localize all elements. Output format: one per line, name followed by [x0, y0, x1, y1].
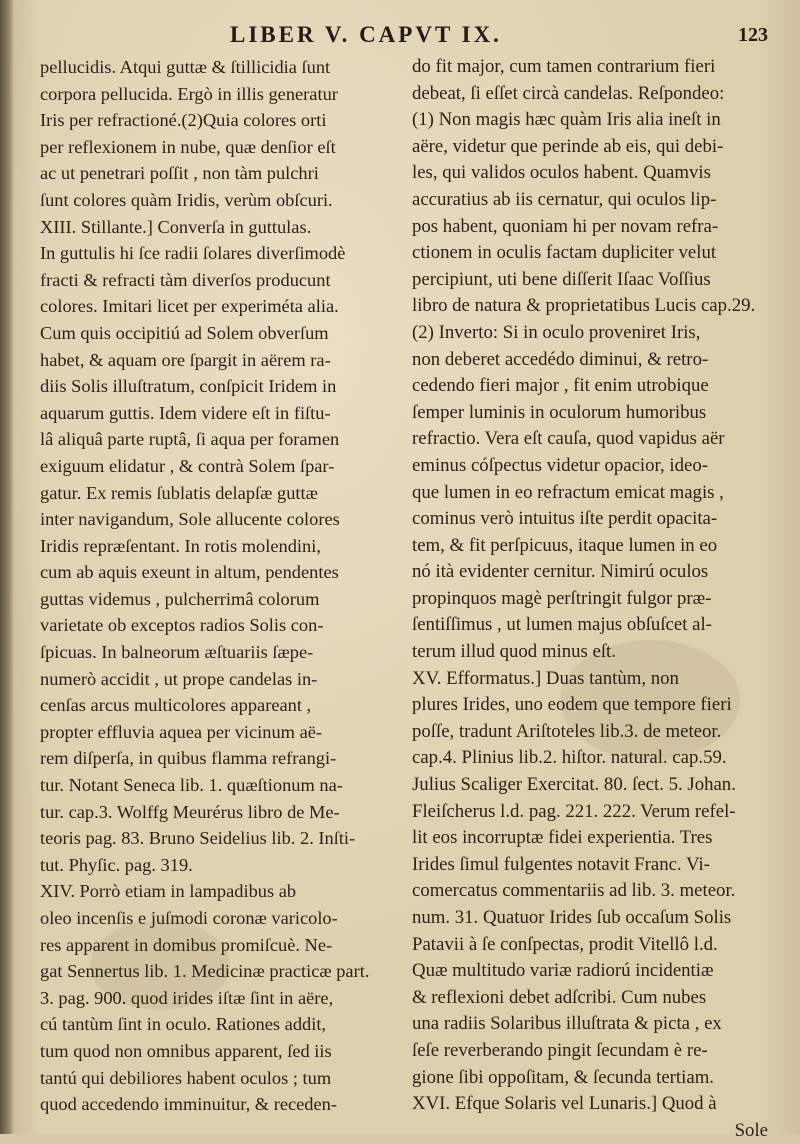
text-line: tantú qui debiliores habent oculos ; tum	[40, 1067, 332, 1088]
text-line: plures Irides, uno eodem que tempore fieri	[412, 694, 732, 716]
text-line: Quæ multitudo variæ radiorú incidentiæ	[412, 960, 714, 982]
text-line: XIII. Stillante.] Converſa in guttulas.	[40, 216, 312, 237]
text-line: propinquos magè perſtringit fulgor præ-	[412, 587, 712, 609]
text-line: gatur. Ex remis ſublatis delapſæ guttæ	[40, 482, 318, 503]
page-number: 123	[738, 24, 768, 46]
text-line: les, qui validos oculos habent. Quamvis	[412, 162, 711, 184]
text-line: tur. Notant Seneca lib. 1. quæſtionum na-	[40, 775, 343, 796]
text-line: lit eos incorruptæ fidei experientia. Tres	[412, 827, 713, 849]
text-line: exiguum elidatur , & contrà Solem ſpar-	[40, 455, 335, 476]
text-line: accuratius ab iis cernatur, qui oculos lip-	[412, 188, 717, 210]
left-text-column	[40, 54, 388, 1118]
text-line: cap.4. Plinius lib.2. hiſtor. natural. cap.59.	[412, 747, 727, 769]
page-binding-edge	[0, 0, 14, 1134]
text-line: propter effluvia aquea per vicinum aë-	[40, 721, 323, 742]
text-line: refractio. Vera eſt cauſa, quod vapidus aër	[412, 428, 725, 450]
text-line: oleo incenſis e juſmodi coronæ varicolo-	[40, 908, 338, 928]
text-line: gat Sennertus lib. 1. Medicinæ practicæ part.	[40, 961, 370, 982]
text-line: rem diſperſa, in quibus flamma refrangi-	[40, 748, 337, 769]
text-line: inter navigandum, Sole allucente colores	[40, 509, 340, 530]
text-line: XV. Efformatus.] Duas tantùm, non	[412, 667, 679, 689]
text-line: res apparent in domibus promiſcuè. Ne-	[40, 934, 333, 955]
text-line: cenſas arcus multicolores appareant ,	[40, 695, 312, 716]
text-line: Fleiſcherus l.d. pag. 221. 222. Verum refel-	[412, 800, 736, 822]
text-line: nó ità evidenter cernitur. Nimirú oculos	[412, 561, 709, 583]
text-line: tut. Phyſic. pag. 319.	[40, 854, 193, 875]
text-line: ſentiſſimus , ut lumen majus obſuſcet al-	[412, 614, 712, 636]
text-line: percipiunt, uti bene diſſerit Iſaac Voſſius	[412, 268, 711, 290]
text-line: cum ab aquis exeunt in altum, pendentes	[40, 562, 339, 583]
text-line: colores. Imitari licet per experiméta alia.	[40, 296, 339, 317]
text-line: cedendo fieri major , fit enim utrobique	[412, 375, 709, 397]
text-line: tur. cap.3. Wolffg Meurérus libro de Me-	[40, 801, 340, 822]
text-line: pellucidis. Atqui guttæ & ſtillicidia ſunt	[40, 57, 331, 77]
text-line: fracti & refracti tàm diverſos producunt	[40, 269, 331, 290]
text-line: do fit major, cum tamen contrarium fieri	[412, 56, 716, 77]
text-line: ſunt colores quàm Iridis, verùm obſcuri.	[40, 189, 333, 210]
text-line: cominus verò intuitus iſte perdit opacita-	[412, 508, 718, 530]
text-line: eminus cóſpectus videtur opacior, ideo-	[412, 454, 709, 476]
text-line: libro de natura & proprietatibus Lucis cap.29.	[412, 295, 756, 317]
text-line: corpora pellucida. Ergò in illis generatur	[40, 83, 338, 104]
text-line: Sole	[734, 1119, 768, 1141]
page-header	[0, 22, 800, 52]
text-line: comercatus commentariis ad lib. 3. meteor.	[412, 880, 736, 902]
text-line: pos habent, quoniam hi per novam refra-	[412, 215, 719, 237]
text-line: per reflexionem in nube, quæ denſior eſt	[40, 136, 336, 157]
text-line: XVI. Efque Solaris vel Lunaris.] Quod à	[412, 1093, 717, 1115]
text-line: cú tantùm ſint in oculo. Rationes addit,	[40, 1014, 327, 1035]
text-line: Patavii à ſe conſpectas, prodit Vitellô l.d.	[412, 933, 718, 955]
text-line: lâ aliquâ parte ruptâ, ſi aqua per foramen	[40, 429, 340, 450]
right-text-column	[412, 54, 782, 1144]
text-line: terum illud quod minus eſt.	[412, 641, 616, 663]
text-line: aquarum guttis. Idem videre eſt in fiſtu-	[40, 402, 331, 423]
text-line: num. 31. Quatuor Irides ſub occaſum Solis	[412, 907, 732, 928]
text-line: que lumen in eo refractum emicat magis ,	[412, 481, 724, 503]
text-line: ctionem in oculis factam dupliciter velut	[412, 242, 717, 264]
text-line: numerò accidit , ut prope candelas in-	[40, 668, 318, 689]
text-line: Cum quis occipitiú ad Solem obverſum	[40, 322, 329, 343]
running-title: LIBER V. CAPVT IX.	[230, 22, 502, 47]
text-line: tum quod non omnibus apparent, ſed iis	[40, 1040, 332, 1061]
text-line: una radiis Solaribus illuſtrata & picta , ex	[412, 1013, 722, 1035]
text-line: ac ut penetrari poſſit , non tàm pulchri	[40, 163, 319, 184]
text-line: ſeſe reverberando pingit ſecundam è re-	[412, 1039, 708, 1061]
text-line: debeat, ſi eſſet circà candelas. Reſpondeo:	[412, 82, 725, 104]
text-line: ſemper luminis in oculorum humoribus	[412, 401, 707, 423]
text-line: aëre, videtur que perinde ab eis, qui debi-	[412, 135, 724, 157]
text-line: varietate ob exceptos radios Solis con-	[40, 615, 324, 636]
text-line: Iris per refractioné.(2)Quia colores orti	[40, 110, 327, 131]
text-line: (2) Inverto: Si in oculo proveniret Iris,	[412, 321, 701, 343]
text-line: Julius Scaliger Exercitat. 80. ſect. 5. Johan.	[412, 774, 736, 796]
text-line: poſſe, tradunt Ariſtoteles lib.3. de meteor.	[412, 720, 722, 742]
text-line: teoris pag. 83. Bruno Seidelius lib. 2. Inſti-	[40, 828, 356, 849]
text-line: quod accedendo imminuitur, & receden-	[40, 1094, 337, 1115]
text-line: gione ſibi oppoſitam, & ſecunda tertiam.	[412, 1066, 714, 1088]
text-line: ſpicuas. In balneorum æſtuariis ſæpe-	[40, 642, 314, 663]
text-line: tem, & fit perſpicuus, itaque lumen in eo	[412, 534, 718, 556]
text-line: non deberet accedédo diminui, & retro-	[412, 348, 709, 370]
text-line: In guttulis hi ſce radii ſolares diverſimodè	[40, 243, 346, 264]
text-line: Iridis repræſentant. In rotis molendini,	[40, 535, 321, 556]
text-line: & reflexioni debet adſcribi. Cum nubes	[412, 986, 707, 1008]
text-line: Irides ſimul fulgentes notavit Franc. Vi-	[412, 853, 710, 875]
text-line: (1) Non magis hæc quàm Iris alia ineſt in	[412, 109, 721, 131]
text-line: habet, & aquam ore ſpargit in aërem ra-	[40, 349, 331, 370]
text-line: XIV. Porrò etiam in lampadibus ab	[40, 881, 297, 902]
text-line: 3. pag. 900. quod irides iſtæ ſint in aëre,	[40, 987, 334, 1008]
text-line: guttas videmus , pulcherrimâ colorum	[40, 588, 320, 609]
text-line: diis Solis illuſtratum, conſpicit Iridem in	[40, 376, 337, 397]
